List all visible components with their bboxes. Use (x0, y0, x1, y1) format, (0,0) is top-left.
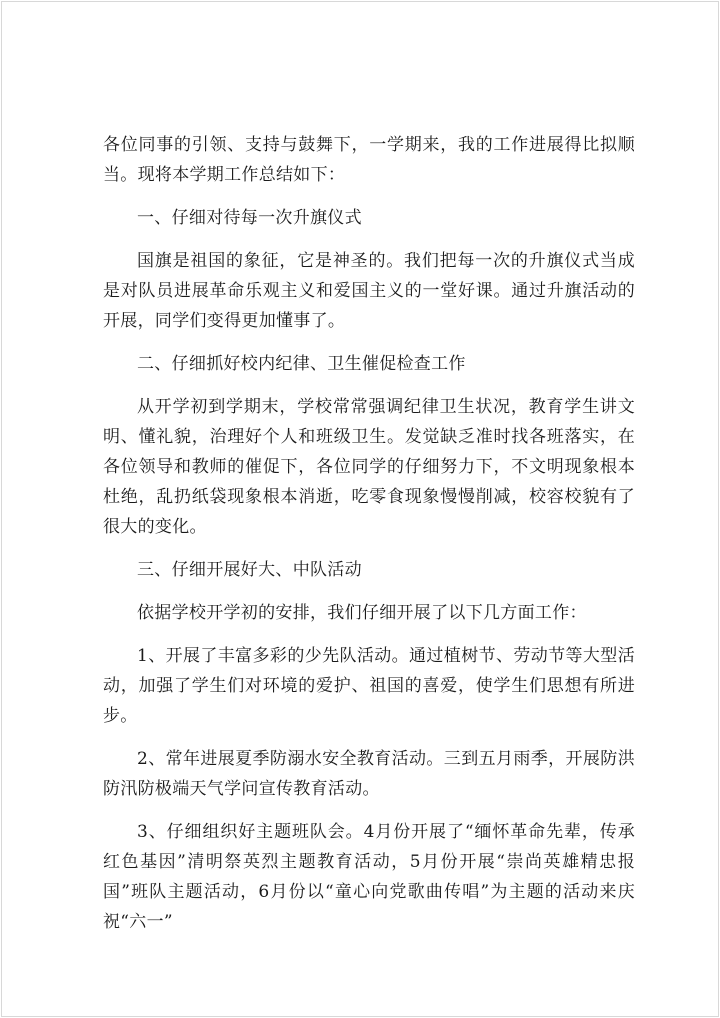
section-heading-2: 二、仔细抓好校内纪律、卫生催促检查工作 (137, 354, 466, 374)
paragraph-continuation: 各位同事的引领、支持与鼓舞下，一学期来，我的工作进展得比拟顺当。现将本学期工作总结如下： (103, 135, 635, 185)
list-item: 2、常年进展夏季防溺水安全教育活动。三到五月雨季，开展防洪防汛防极端天气学问宣传教育活动。 (103, 749, 635, 799)
section-heading-1: 一、仔细对待每一次升旗仪式 (137, 208, 362, 228)
list-item: 3、仔细组织好主题班队会。4月份开展了“缅怀革命先辈，传承红色基因”清明祭英烈主题教育活动，5月份开展“崇尚英雄精忠报国”班队主题活动，6月份以“童心向党歌曲传唱”为主题的活动来庆祝“六一” (103, 822, 635, 932)
paragraph: 依据学校开学初的安排，我们仔细开展了以下几方面工作： (137, 603, 587, 623)
document-body (103, 130, 635, 950)
paragraph: 从开学初到学期末，学校常常强调纪律卫生状况，教育学生讲文明、懂礼貌，治理好个人和班级卫生。发觉缺乏准时找各班落实，在各位领导和教师的催促下，各位同学的仔细努力下，不文明现象根本杜绝，乱扔纸袋现象根本消逝，吃零食现象慢慢削减，校容校貌有了很大的变化。 (103, 397, 635, 537)
paragraph: 国旗是祖国的象征，它是神圣的。我们把每一次的升旗仪式当成是对队员进展革命乐观主义和爱国主义的一堂好课。通过升旗活动的开展，同学们变得更加懂事了。 (103, 251, 635, 331)
section-heading-3: 三、仔细开展好大、中队活动 (137, 560, 362, 580)
list-item: 1、开展了丰富多彩的少先队活动。通过植树节、劳动节等大型活动，加强了学生们对环境的爱护、祖国的喜爱，使学生们思想有所进步。 (103, 646, 635, 726)
